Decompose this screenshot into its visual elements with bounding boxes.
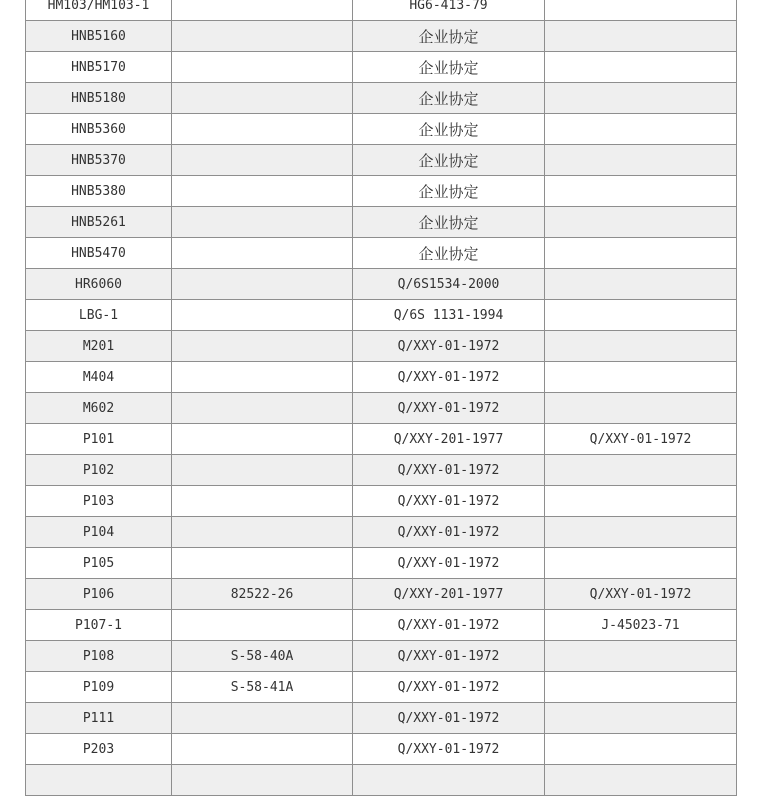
alt-code-cell — [172, 207, 353, 238]
standard-cell: Q/XXY-201-1977 — [353, 424, 545, 455]
standard-cell: HG6-413-79 — [353, 0, 545, 21]
model-cell: M201 — [26, 331, 172, 362]
model-cell: HNB5370 — [26, 145, 172, 176]
table-row — [26, 641, 737, 672]
reference-cell — [545, 0, 737, 21]
standard-cell: Q/XXY-01-1972 — [353, 331, 545, 362]
reference-cell: Q/XXY-01-1972 — [545, 424, 737, 455]
alt-code-cell — [172, 548, 353, 579]
alt-code-cell — [172, 703, 353, 734]
model-cell: P103 — [26, 486, 172, 517]
table-row — [26, 207, 737, 238]
reference-cell: Q/XXY-01-1972 — [545, 579, 737, 610]
model-cell: P102 — [26, 455, 172, 486]
model-cell: P203 — [26, 734, 172, 765]
standard-cell: 企业协定 — [353, 52, 545, 83]
alt-code-cell — [172, 269, 353, 300]
alt-code-cell — [172, 145, 353, 176]
table-row — [26, 176, 737, 207]
reference-cell — [545, 486, 737, 517]
model-cell: P111 — [26, 703, 172, 734]
model-cell: M404 — [26, 362, 172, 393]
standard-cell: Q/XXY-01-1972 — [353, 641, 545, 672]
model-cell: HNB5360 — [26, 114, 172, 145]
standards-table-container — [25, 0, 736, 796]
standard-cell: Q/6S 1131-1994 — [353, 300, 545, 331]
table-row — [26, 393, 737, 424]
table-row — [26, 331, 737, 362]
standard-cell: Q/XXY-01-1972 — [353, 486, 545, 517]
reference-cell — [545, 548, 737, 579]
model-cell: P107-1 — [26, 610, 172, 641]
reference-cell — [545, 83, 737, 114]
model-cell: HNB5380 — [26, 176, 172, 207]
reference-cell — [545, 703, 737, 734]
alt-code-cell — [172, 331, 353, 362]
alt-code-cell — [172, 0, 353, 21]
standard-cell: Q/XXY-01-1972 — [353, 362, 545, 393]
reference-cell — [545, 238, 737, 269]
standard-cell — [353, 765, 545, 796]
alt-code-cell: S-58-40A — [172, 641, 353, 672]
reference-cell — [545, 765, 737, 796]
model-cell: HNB5261 — [26, 207, 172, 238]
alt-code-cell — [172, 176, 353, 207]
table-row — [26, 52, 737, 83]
reference-cell — [545, 672, 737, 703]
standards-table — [25, 0, 737, 796]
table-row — [26, 486, 737, 517]
alt-code-cell — [172, 114, 353, 145]
table-row — [26, 579, 737, 610]
reference-cell — [545, 362, 737, 393]
alt-code-cell — [172, 52, 353, 83]
table-row — [26, 21, 737, 52]
reference-cell — [545, 734, 737, 765]
reference-cell — [545, 641, 737, 672]
alt-code-cell — [172, 393, 353, 424]
model-cell: P109 — [26, 672, 172, 703]
standard-cell: Q/XXY-01-1972 — [353, 610, 545, 641]
standard-cell: 企业协定 — [353, 207, 545, 238]
reference-cell — [545, 145, 737, 176]
model-cell: HNB5170 — [26, 52, 172, 83]
table-row — [26, 0, 737, 21]
alt-code-cell — [172, 238, 353, 269]
standard-cell: 企业协定 — [353, 114, 545, 145]
standard-cell: 企业协定 — [353, 145, 545, 176]
table-row — [26, 145, 737, 176]
model-cell: HNB5160 — [26, 21, 172, 52]
model-cell: LBG-1 — [26, 300, 172, 331]
standard-cell: Q/XXY-201-1977 — [353, 579, 545, 610]
standard-cell: Q/XXY-01-1972 — [353, 517, 545, 548]
model-cell: P104 — [26, 517, 172, 548]
standard-cell: Q/XXY-01-1972 — [353, 703, 545, 734]
standard-cell: Q/6S1534-2000 — [353, 269, 545, 300]
alt-code-cell — [172, 455, 353, 486]
model-cell: HM103/HM103-1 — [26, 0, 172, 21]
table-row — [26, 300, 737, 331]
standard-cell: Q/XXY-01-1972 — [353, 455, 545, 486]
table-row — [26, 362, 737, 393]
standard-cell: Q/XXY-01-1972 — [353, 548, 545, 579]
alt-code-cell — [172, 486, 353, 517]
model-cell — [26, 765, 172, 796]
reference-cell — [545, 114, 737, 145]
alt-code-cell — [172, 300, 353, 331]
alt-code-cell — [172, 424, 353, 455]
reference-cell: J-45023-71 — [545, 610, 737, 641]
model-cell: P105 — [26, 548, 172, 579]
table-row — [26, 548, 737, 579]
alt-code-cell — [172, 83, 353, 114]
model-cell: HNB5470 — [26, 238, 172, 269]
reference-cell — [545, 393, 737, 424]
table-row — [26, 765, 737, 796]
table-row — [26, 269, 737, 300]
alt-code-cell — [172, 517, 353, 548]
reference-cell — [545, 331, 737, 362]
reference-cell — [545, 207, 737, 238]
alt-code-cell — [172, 362, 353, 393]
reference-cell — [545, 455, 737, 486]
table-row — [26, 83, 737, 114]
table-row — [26, 424, 737, 455]
standard-cell: 企业协定 — [353, 238, 545, 269]
standard-cell: 企业协定 — [353, 21, 545, 52]
table-row — [26, 703, 737, 734]
model-cell: P106 — [26, 579, 172, 610]
standard-cell: 企业协定 — [353, 176, 545, 207]
standards-table-body — [26, 0, 737, 796]
reference-cell — [545, 176, 737, 207]
model-cell: HNB5180 — [26, 83, 172, 114]
table-row — [26, 610, 737, 641]
alt-code-cell: S-58-41A — [172, 672, 353, 703]
reference-cell — [545, 517, 737, 548]
standard-cell: Q/XXY-01-1972 — [353, 393, 545, 424]
table-row — [26, 672, 737, 703]
model-cell: M602 — [26, 393, 172, 424]
table-row — [26, 455, 737, 486]
reference-cell — [545, 21, 737, 52]
standard-cell: Q/XXY-01-1972 — [353, 734, 545, 765]
reference-cell — [545, 269, 737, 300]
model-cell: P108 — [26, 641, 172, 672]
standard-cell: 企业协定 — [353, 83, 545, 114]
table-row — [26, 734, 737, 765]
alt-code-cell — [172, 734, 353, 765]
alt-code-cell: 82522-26 — [172, 579, 353, 610]
table-row — [26, 114, 737, 145]
table-row — [26, 238, 737, 269]
table-row — [26, 517, 737, 548]
alt-code-cell — [172, 765, 353, 796]
reference-cell — [545, 52, 737, 83]
alt-code-cell — [172, 610, 353, 641]
standard-cell: Q/XXY-01-1972 — [353, 672, 545, 703]
alt-code-cell — [172, 21, 353, 52]
model-cell: P101 — [26, 424, 172, 455]
model-cell: HR6060 — [26, 269, 172, 300]
reference-cell — [545, 300, 737, 331]
